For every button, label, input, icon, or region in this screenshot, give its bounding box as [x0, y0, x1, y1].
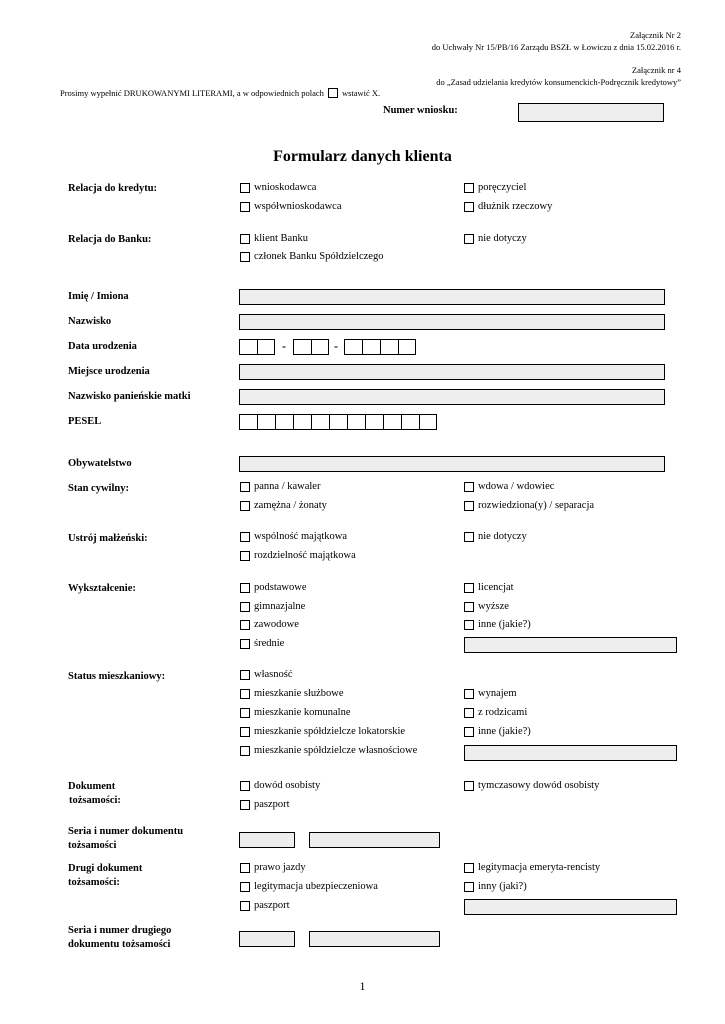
document-other-field[interactable] — [464, 899, 677, 915]
property-regime-label: Ustrój małżeński: — [68, 533, 148, 544]
option-insurance-card[interactable]: legitymacja ubezpieczeniowa — [240, 881, 378, 892]
option-bank-member[interactable]: członek Banku Spółdzielczego — [240, 251, 383, 262]
second-document-label-line2: tożsamości: — [68, 877, 120, 888]
instruction-text-end: wstawić X. — [341, 88, 381, 98]
checkbox[interactable] — [464, 727, 474, 737]
second-id-number-label — [68, 924, 171, 952]
checkbox[interactable] — [240, 689, 250, 699]
second-document-label — [68, 862, 142, 890]
birth-date-label: Data urodzenia — [68, 341, 137, 352]
checkbox[interactable] — [464, 781, 474, 791]
education-other-field[interactable] — [464, 637, 677, 653]
checkbox[interactable] — [240, 501, 250, 511]
header-annex-number: Załącznik Nr 2 — [630, 30, 681, 40]
option-separate-property[interactable]: rozdzielność majątkowa — [240, 550, 356, 561]
option-temporary-id-card[interactable]: tymczasowy dowód osobisty — [464, 780, 599, 791]
application-number-field[interactable] — [518, 103, 664, 122]
checkbox[interactable] — [464, 863, 474, 873]
page-title: Formularz danych klienta — [273, 148, 452, 165]
checkbox[interactable] — [240, 781, 250, 791]
birth-place-label: Miejsce urodzenia — [68, 366, 150, 377]
option-joint-property[interactable]: wspólność majątkowa — [240, 531, 347, 542]
date-separator: - — [282, 339, 286, 353]
birth-year-field[interactable] — [344, 339, 416, 355]
option-rent[interactable]: wynajem — [464, 688, 517, 699]
option-not-applicable[interactable]: nie dotyczy — [464, 233, 527, 244]
option-driving-license[interactable]: prawo jazdy — [240, 862, 306, 873]
option-regime-not-applicable[interactable]: nie dotyczy — [464, 531, 527, 542]
id-series-field[interactable] — [239, 832, 295, 848]
second-id-number-label-line2: dokumentu tożsamości — [68, 939, 171, 950]
checkbox[interactable] — [464, 583, 474, 593]
citizenship-field[interactable] — [239, 456, 665, 472]
housing-other-field[interactable] — [464, 745, 677, 761]
checkbox[interactable] — [240, 863, 250, 873]
option-real-debtor[interactable]: dłużnik rzeczowy — [464, 201, 552, 212]
option-cooperative-ownership[interactable]: mieszkanie spółdzielcze własnościowe — [240, 745, 417, 756]
application-number-label: Numer wniosku: — [383, 105, 458, 116]
option-married[interactable]: zamężna / żonaty — [240, 500, 327, 511]
header-annex-4: Załącznik nr 4 — [631, 65, 681, 75]
option-pensioner-card[interactable]: legitymacja emeryta-rencisty — [464, 862, 600, 873]
checkbox[interactable] — [464, 532, 474, 542]
instruction-text: Prosimy wypełnić DRUKOWANYMI LITERAMI, a w odpowiednich polach — [60, 88, 324, 98]
checkbox[interactable] — [464, 202, 474, 212]
checkbox[interactable] — [464, 620, 474, 630]
checkbox[interactable] — [464, 602, 474, 612]
surname-label: Nazwisko — [68, 316, 112, 327]
citizenship-label: Obywatelstwo — [68, 458, 132, 469]
second-id-number-field[interactable] — [309, 931, 440, 947]
checkbox[interactable] — [464, 482, 474, 492]
birth-month-field[interactable] — [293, 339, 329, 355]
instruction — [60, 88, 380, 98]
option-single[interactable]: panna / kawaler — [240, 481, 320, 492]
mother-maiden-name-label: Nazwisko panieńskie matki — [68, 391, 191, 402]
surname-field[interactable] — [239, 314, 665, 330]
option-guarantor[interactable]: poręczyciel — [464, 182, 526, 193]
id-number-label — [68, 825, 183, 853]
option-co-applicant[interactable]: współwnioskodawca — [240, 201, 342, 212]
mother-maiden-name-field[interactable] — [239, 389, 665, 405]
checkbox[interactable] — [240, 639, 250, 649]
checkbox[interactable] — [464, 708, 474, 718]
date-separator: - — [334, 339, 338, 353]
second-id-series-field[interactable] — [239, 931, 295, 947]
option-ownership[interactable]: własność — [240, 669, 293, 680]
id-document-label — [68, 780, 121, 808]
checkbox[interactable] — [240, 620, 250, 630]
education-label: Wykształcenie: — [68, 583, 136, 594]
option-divorced[interactable]: rozwiedziona(y) / separacja — [464, 500, 594, 511]
checkbox[interactable] — [240, 800, 250, 810]
second-id-number-label-line1: Seria i numer drugiego — [68, 925, 172, 936]
checkbox[interactable] — [240, 670, 250, 680]
option-passport[interactable]: paszport — [240, 799, 290, 810]
checkbox[interactable] — [240, 202, 250, 212]
option-primary[interactable]: podstawowe — [240, 582, 307, 593]
option-id-card[interactable]: dowód osobisty — [240, 780, 320, 791]
option-with-parents[interactable]: z rodzicami — [464, 707, 527, 718]
option-widowed[interactable]: wdowa / wdowiec — [464, 481, 554, 492]
option-lower-secondary[interactable]: gimnazjalne — [240, 601, 305, 612]
id-document-label-line2: tożsamości: — [69, 795, 121, 806]
checkbox[interactable] — [240, 583, 250, 593]
checkbox[interactable] — [240, 551, 250, 561]
checkbox[interactable] — [240, 252, 250, 262]
header-resolution: do Uchwały Nr 15/PB/16 Zarządu BSZŁ w Łowiczu z dnia 15.02.2016 r. — [431, 42, 681, 52]
checkbox[interactable] — [240, 708, 250, 718]
checkbox[interactable] — [240, 901, 250, 911]
checkbox[interactable] — [240, 602, 250, 612]
id-number-field[interactable] — [309, 832, 440, 848]
checkbox[interactable] — [464, 882, 474, 892]
bank-relation-label: Relacja do Banku: — [68, 234, 152, 245]
checkbox[interactable] — [464, 234, 474, 244]
option-higher[interactable]: wyższe — [464, 601, 509, 612]
checkbox[interactable] — [464, 501, 474, 511]
option-document-other[interactable]: inny (jaki?) — [464, 881, 527, 892]
id-document-label-line1: Dokument — [68, 781, 116, 792]
pesel-field[interactable] — [239, 414, 437, 430]
checkbox[interactable] — [240, 183, 250, 193]
first-names-label: Imię / Imiona — [68, 291, 129, 302]
id-number-label-line1: Seria i numer dokumentu — [68, 826, 184, 837]
checkbox[interactable] — [464, 689, 474, 699]
pesel-label: PESEL — [68, 416, 102, 427]
credit-relation-label: Relacja do kredytu: — [68, 183, 158, 194]
birth-day-field[interactable] — [239, 339, 275, 355]
option-applicant[interactable]: wnioskodawca — [240, 182, 316, 193]
checkbox[interactable] — [464, 183, 474, 193]
checkbox[interactable] — [240, 482, 250, 492]
checkbox[interactable] — [240, 532, 250, 542]
option-municipal-apartment[interactable]: mieszkanie komunalne — [240, 707, 351, 718]
option-bank-client[interactable]: klient Banku — [240, 233, 308, 244]
birth-place-field[interactable] — [239, 364, 665, 380]
marital-status-label: Stan cywilny: — [68, 483, 129, 494]
checkbox[interactable] — [240, 234, 250, 244]
first-names-field[interactable] — [239, 289, 665, 305]
option-vocational[interactable]: zawodowe — [240, 619, 299, 630]
option-service-apartment[interactable]: mieszkanie służbowe — [240, 688, 344, 699]
option-bachelor[interactable]: licencjat — [464, 582, 514, 593]
sample-checkbox — [328, 88, 338, 98]
checkbox[interactable] — [240, 727, 250, 737]
checkbox[interactable] — [240, 882, 250, 892]
checkbox[interactable] — [240, 746, 250, 756]
page-number: 1 — [359, 979, 366, 993]
housing-label: Status mieszkaniowy: — [68, 671, 166, 682]
id-number-label-line2: tożsamości — [68, 840, 117, 851]
option-cooperative-tenant[interactable]: mieszkanie spółdzielcze lokatorskie — [240, 726, 405, 737]
option-secondary[interactable]: średnie — [240, 638, 284, 649]
header-rules: do „Zasad udzielania kredytów konsumenckich-Podręcznik kredytowy” — [436, 77, 681, 87]
option-housing-other[interactable]: inne (jakie?) — [464, 726, 531, 737]
option-second-passport[interactable]: paszport — [240, 900, 290, 911]
second-document-label-line1: Drugi dokument — [68, 863, 143, 874]
option-education-other[interactable]: inne (jakie?) — [464, 619, 531, 630]
